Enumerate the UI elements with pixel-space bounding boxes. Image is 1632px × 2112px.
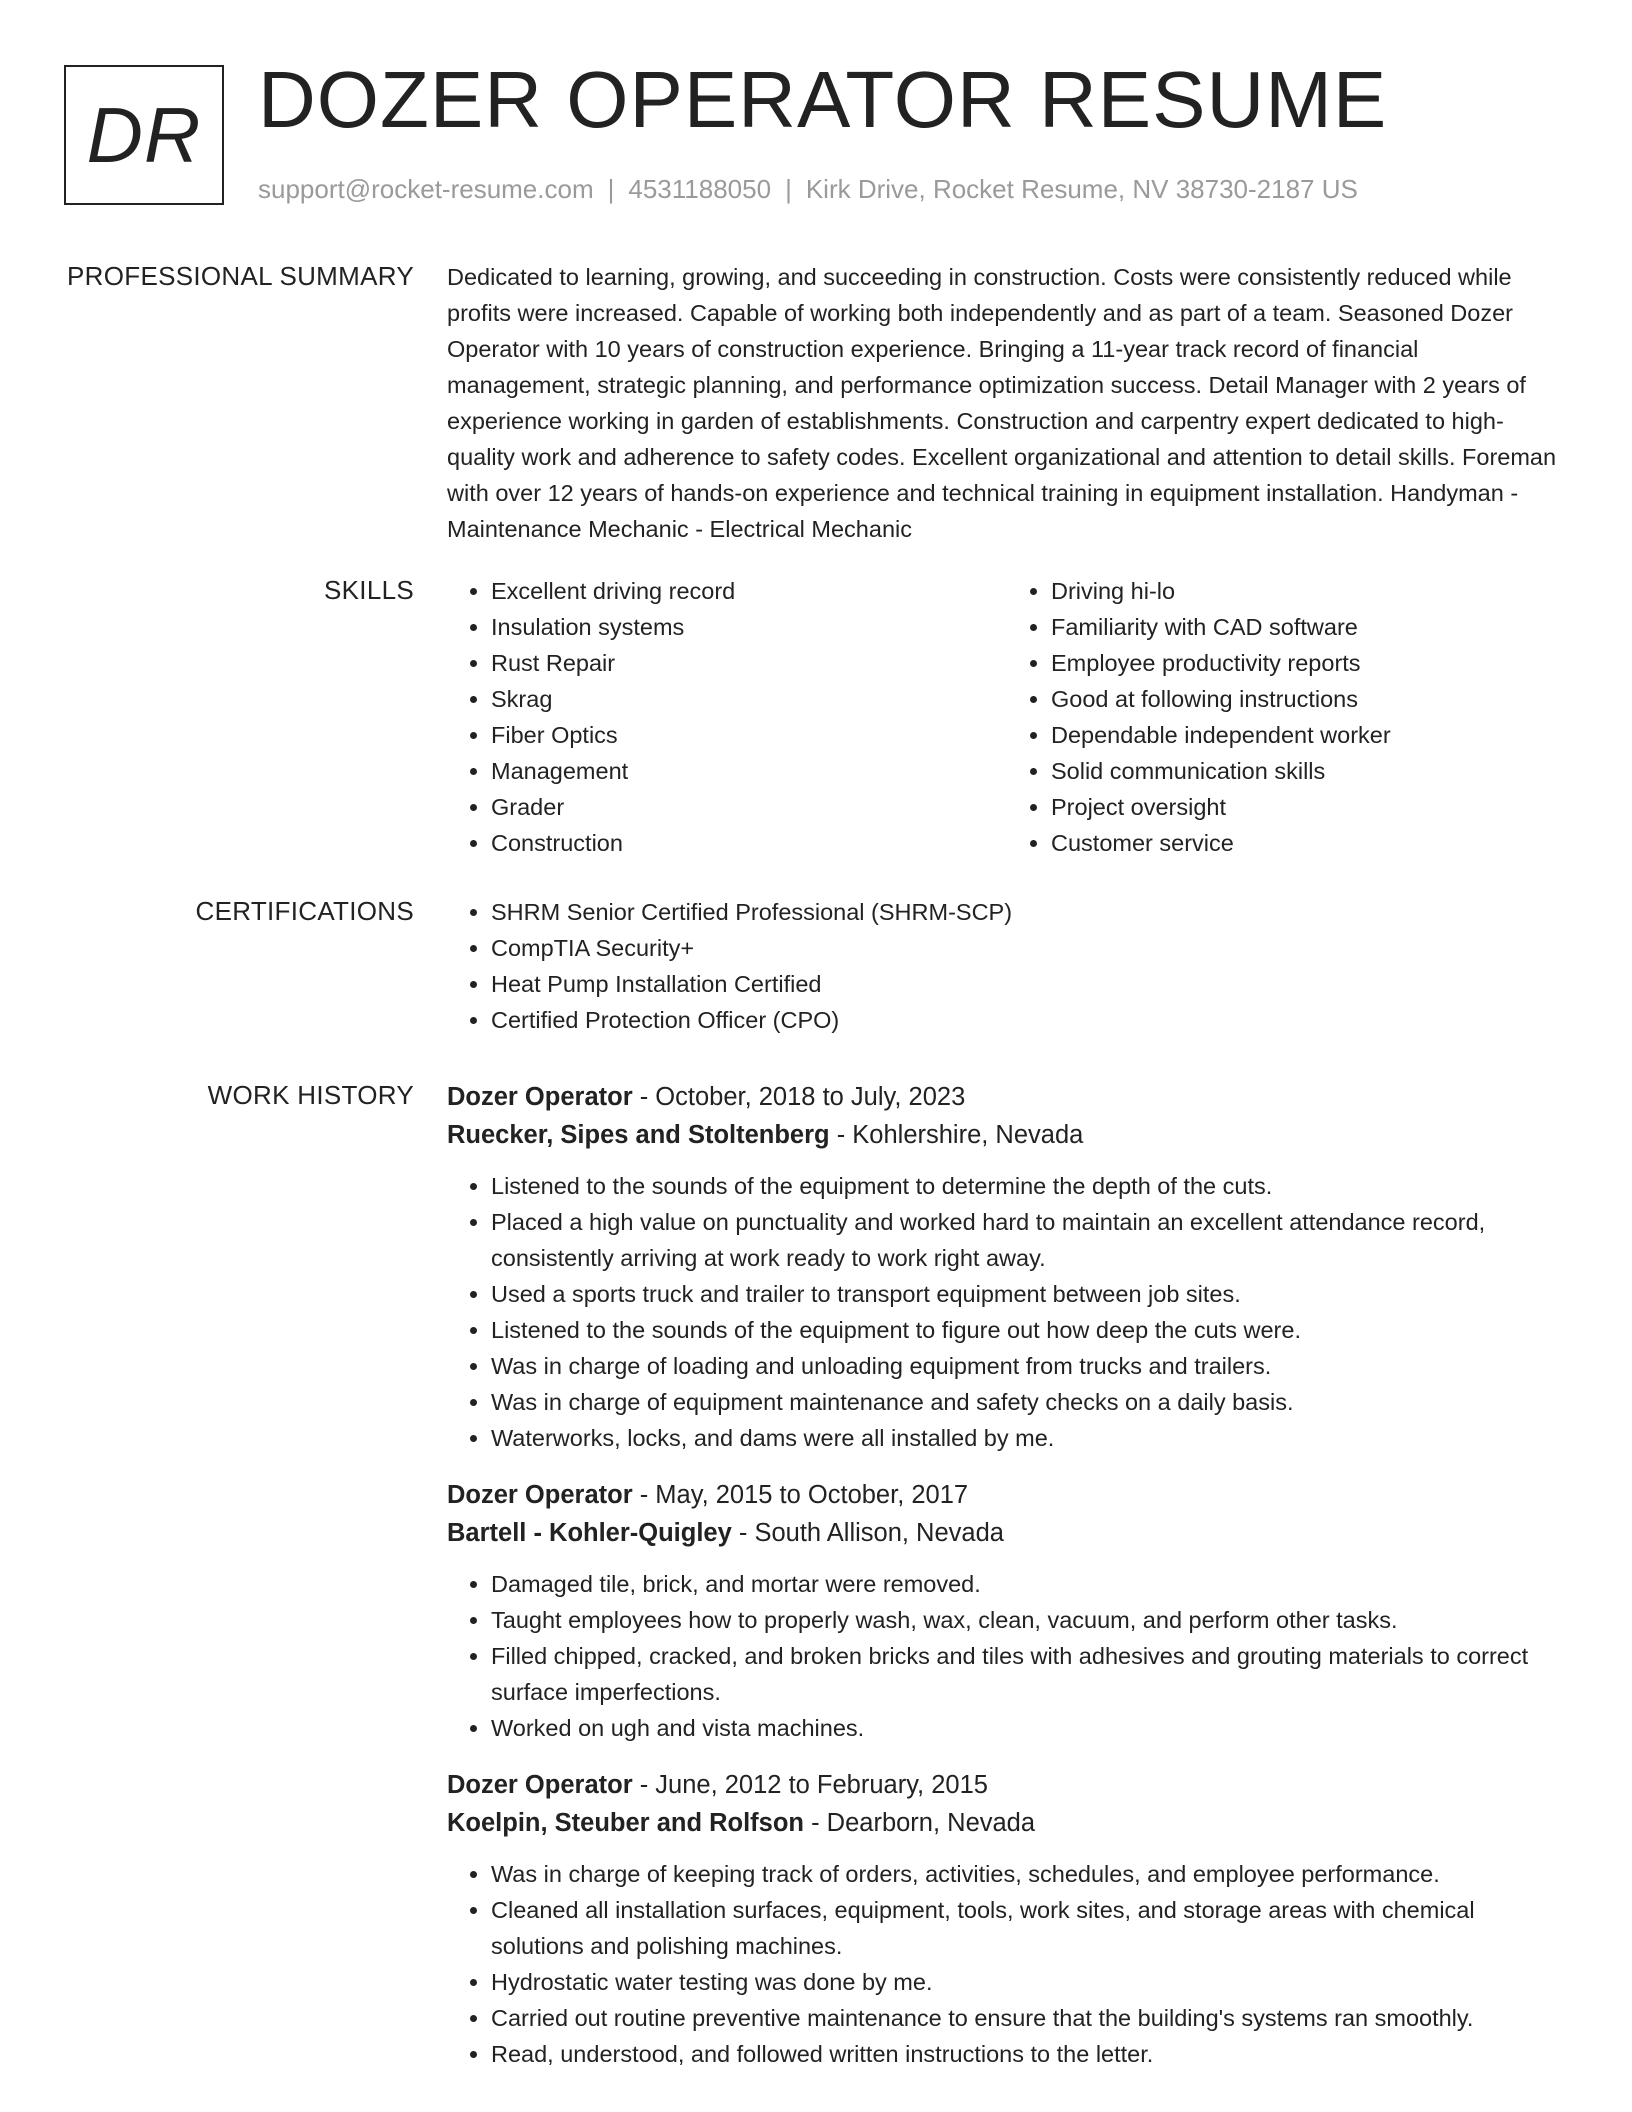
skills-list-right: [1007, 573, 1567, 861]
job-duty-item: • Cleaned all installation surfaces, equipment, tools, work sites, and storage areas with chemical solutions and polishing machines.: [491, 1892, 1567, 1964]
skill-item: • Familiarity with CAD software: [1051, 609, 1567, 645]
job-dates: - October, 2018 to July, 2023: [632, 1083, 966, 1111]
contact-address: Kirk Drive, Rocket Resume, NV 38730-2187 US: [805, 174, 1358, 204]
summary-body: [447, 259, 1567, 547]
job-company-line: [447, 1116, 1567, 1154]
section-heading-work-history: WORK HISTORY: [207, 1080, 414, 1110]
contact-line: [258, 174, 1358, 205]
skill-item: • Insulation systems: [491, 609, 1007, 645]
job-duty-item: • Waterworks, locks, and dams were all installed by me.: [491, 1420, 1567, 1456]
job-duty-item: • Taught employees how to properly wash, wax, clean, vacuum, and perform other tasks.: [491, 1602, 1567, 1638]
job-company: Koelpin, Steuber and Rolfson: [447, 1809, 805, 1837]
skill-item: • Construction: [491, 825, 1007, 861]
job-location: - Kohlershire, Nevada: [829, 1121, 1084, 1149]
job-duty-item: • Read, understood, and followed written instructions to the letter.: [491, 2036, 1567, 2072]
job-entry: [447, 1766, 1567, 2072]
job-duty-item: • Damaged tile, brick, and mortar were removed.: [491, 1566, 1567, 1602]
job-duty-item: • Was in charge of keeping track of orders, activities, schedules, and employee performance.: [491, 1856, 1567, 1892]
skill-item: • Excellent driving record: [491, 573, 1007, 609]
certification-item: • Certified Protection Officer (CPO): [491, 1002, 1567, 1038]
skill-item: • Customer service: [1051, 825, 1567, 861]
contact-phone[interactable]: 4531188050: [628, 174, 772, 204]
job-duty-item: • Worked on ugh and vista machines.: [491, 1710, 1567, 1746]
job-duty-item: • Was in charge of equipment maintenance and safety checks on a daily basis.: [491, 1384, 1567, 1420]
skill-item: • Project oversight: [1051, 789, 1567, 825]
skill-item: • Driving hi-lo: [1051, 573, 1567, 609]
job-duty-item: • Was in charge of loading and unloading equipment from trucks and trailers.: [491, 1348, 1567, 1384]
job-title-line: [447, 1078, 1567, 1116]
job-company: Bartell - Kohler-Quigley: [447, 1519, 732, 1547]
work-history-body: [447, 1078, 1567, 2092]
skill-item: • Skrag: [491, 681, 1007, 717]
job-title-line: [447, 1476, 1567, 1514]
job-entry: [447, 1476, 1567, 1746]
resume-title: DOZER OPERATOR RESUME: [258, 55, 1388, 144]
job-entry: [447, 1078, 1567, 1456]
job-duty-item: • Filled chipped, cracked, and broken bricks and tiles with adhesives and grouting materials to correct surface imperfections.: [491, 1638, 1567, 1710]
contact-email[interactable]: support@rocket-resume.com: [258, 174, 594, 204]
job-duties-list: [447, 1168, 1567, 1456]
job-duty-item: • Placed a high value on punctuality and worked hard to maintain an excellent attendance record, consistently arriving at work ready to work right away.: [491, 1204, 1567, 1276]
job-title: Dozer Operator: [447, 1481, 633, 1509]
section-heading-skills: SKILLS: [324, 575, 414, 605]
job-duty-item: • Listened to the sounds of the equipment to determine the depth of the cuts.: [491, 1168, 1567, 1204]
section-heading-summary: PROFESSIONAL SUMMARY: [67, 261, 414, 291]
skill-item: • Rust Repair: [491, 645, 1007, 681]
skill-item: • Employee productivity reports: [1051, 645, 1567, 681]
contact-separator: |: [785, 174, 792, 204]
job-location: - Dearborn, Nevada: [804, 1809, 1036, 1837]
job-duties-list: [447, 1856, 1567, 2072]
skill-item: • Management: [491, 753, 1007, 789]
certification-item: • Heat Pump Installation Certified: [491, 966, 1567, 1002]
job-title-line: [447, 1766, 1567, 1804]
job-title: Dozer Operator: [447, 1771, 633, 1799]
job-dates: - June, 2012 to February, 2015: [632, 1771, 988, 1799]
monogram-logo: DR: [64, 65, 224, 205]
skill-item: • Dependable independent worker: [1051, 717, 1567, 753]
skill-item: • Good at following instructions: [1051, 681, 1567, 717]
certification-item: • SHRM Senior Certified Professional (SHRM-SCP): [491, 894, 1567, 930]
skill-item: • Grader: [491, 789, 1007, 825]
summary-text: Dedicated to learning, growing, and succeeding in construction. Costs were consistently reduced while profits were increased. Capable of working both independently and as part of a team. Seasoned Dozer Operator with 10 years of construction experience. Bringing a 11-year track record of financial management, strategic planning, and performance optimization success. Detail Manager with 2 years of experience working in garden of establishments. Construction and carpentry expert dedicated to high-quality work and adherence to safety codes. Excellent organizational and attention to detail skills. Foreman with over 12 years of hands-on experience and technical training in equipment installation. Handyman - Maintenance Mechanic - Electrical Mechanic: [447, 264, 1557, 542]
job-company-line: [447, 1804, 1567, 1842]
job-duties-list: [447, 1566, 1567, 1746]
section-heading-certifications: CERTIFICATIONS: [195, 896, 414, 926]
job-company: Ruecker, Sipes and Stoltenberg: [447, 1121, 830, 1149]
certification-item: • CompTIA Security+: [491, 930, 1567, 966]
job-company-line: [447, 1514, 1567, 1552]
job-dates: - May, 2015 to October, 2017: [632, 1481, 969, 1509]
certifications-body: [447, 894, 1567, 1038]
job-duty-item: • Used a sports truck and trailer to transport equipment between job sites.: [491, 1276, 1567, 1312]
skill-item: • Fiber Optics: [491, 717, 1007, 753]
job-duty-item: • Listened to the sounds of the equipment to figure out how deep the cuts were.: [491, 1312, 1567, 1348]
certifications-list: [447, 894, 1567, 1038]
skills-grid: [447, 573, 1567, 861]
job-location: - South Allison, Nevada: [731, 1519, 1004, 1547]
job-duty-item: • Hydrostatic water testing was done by me.: [491, 1964, 1567, 2000]
job-title: Dozer Operator: [447, 1083, 633, 1111]
job-duty-item: • Carried out routine preventive maintenance to ensure that the building's systems ran smoothly.: [491, 2000, 1567, 2036]
skills-list-left: [447, 573, 1007, 861]
contact-separator: |: [607, 174, 615, 204]
skill-item: • Solid communication skills: [1051, 753, 1567, 789]
